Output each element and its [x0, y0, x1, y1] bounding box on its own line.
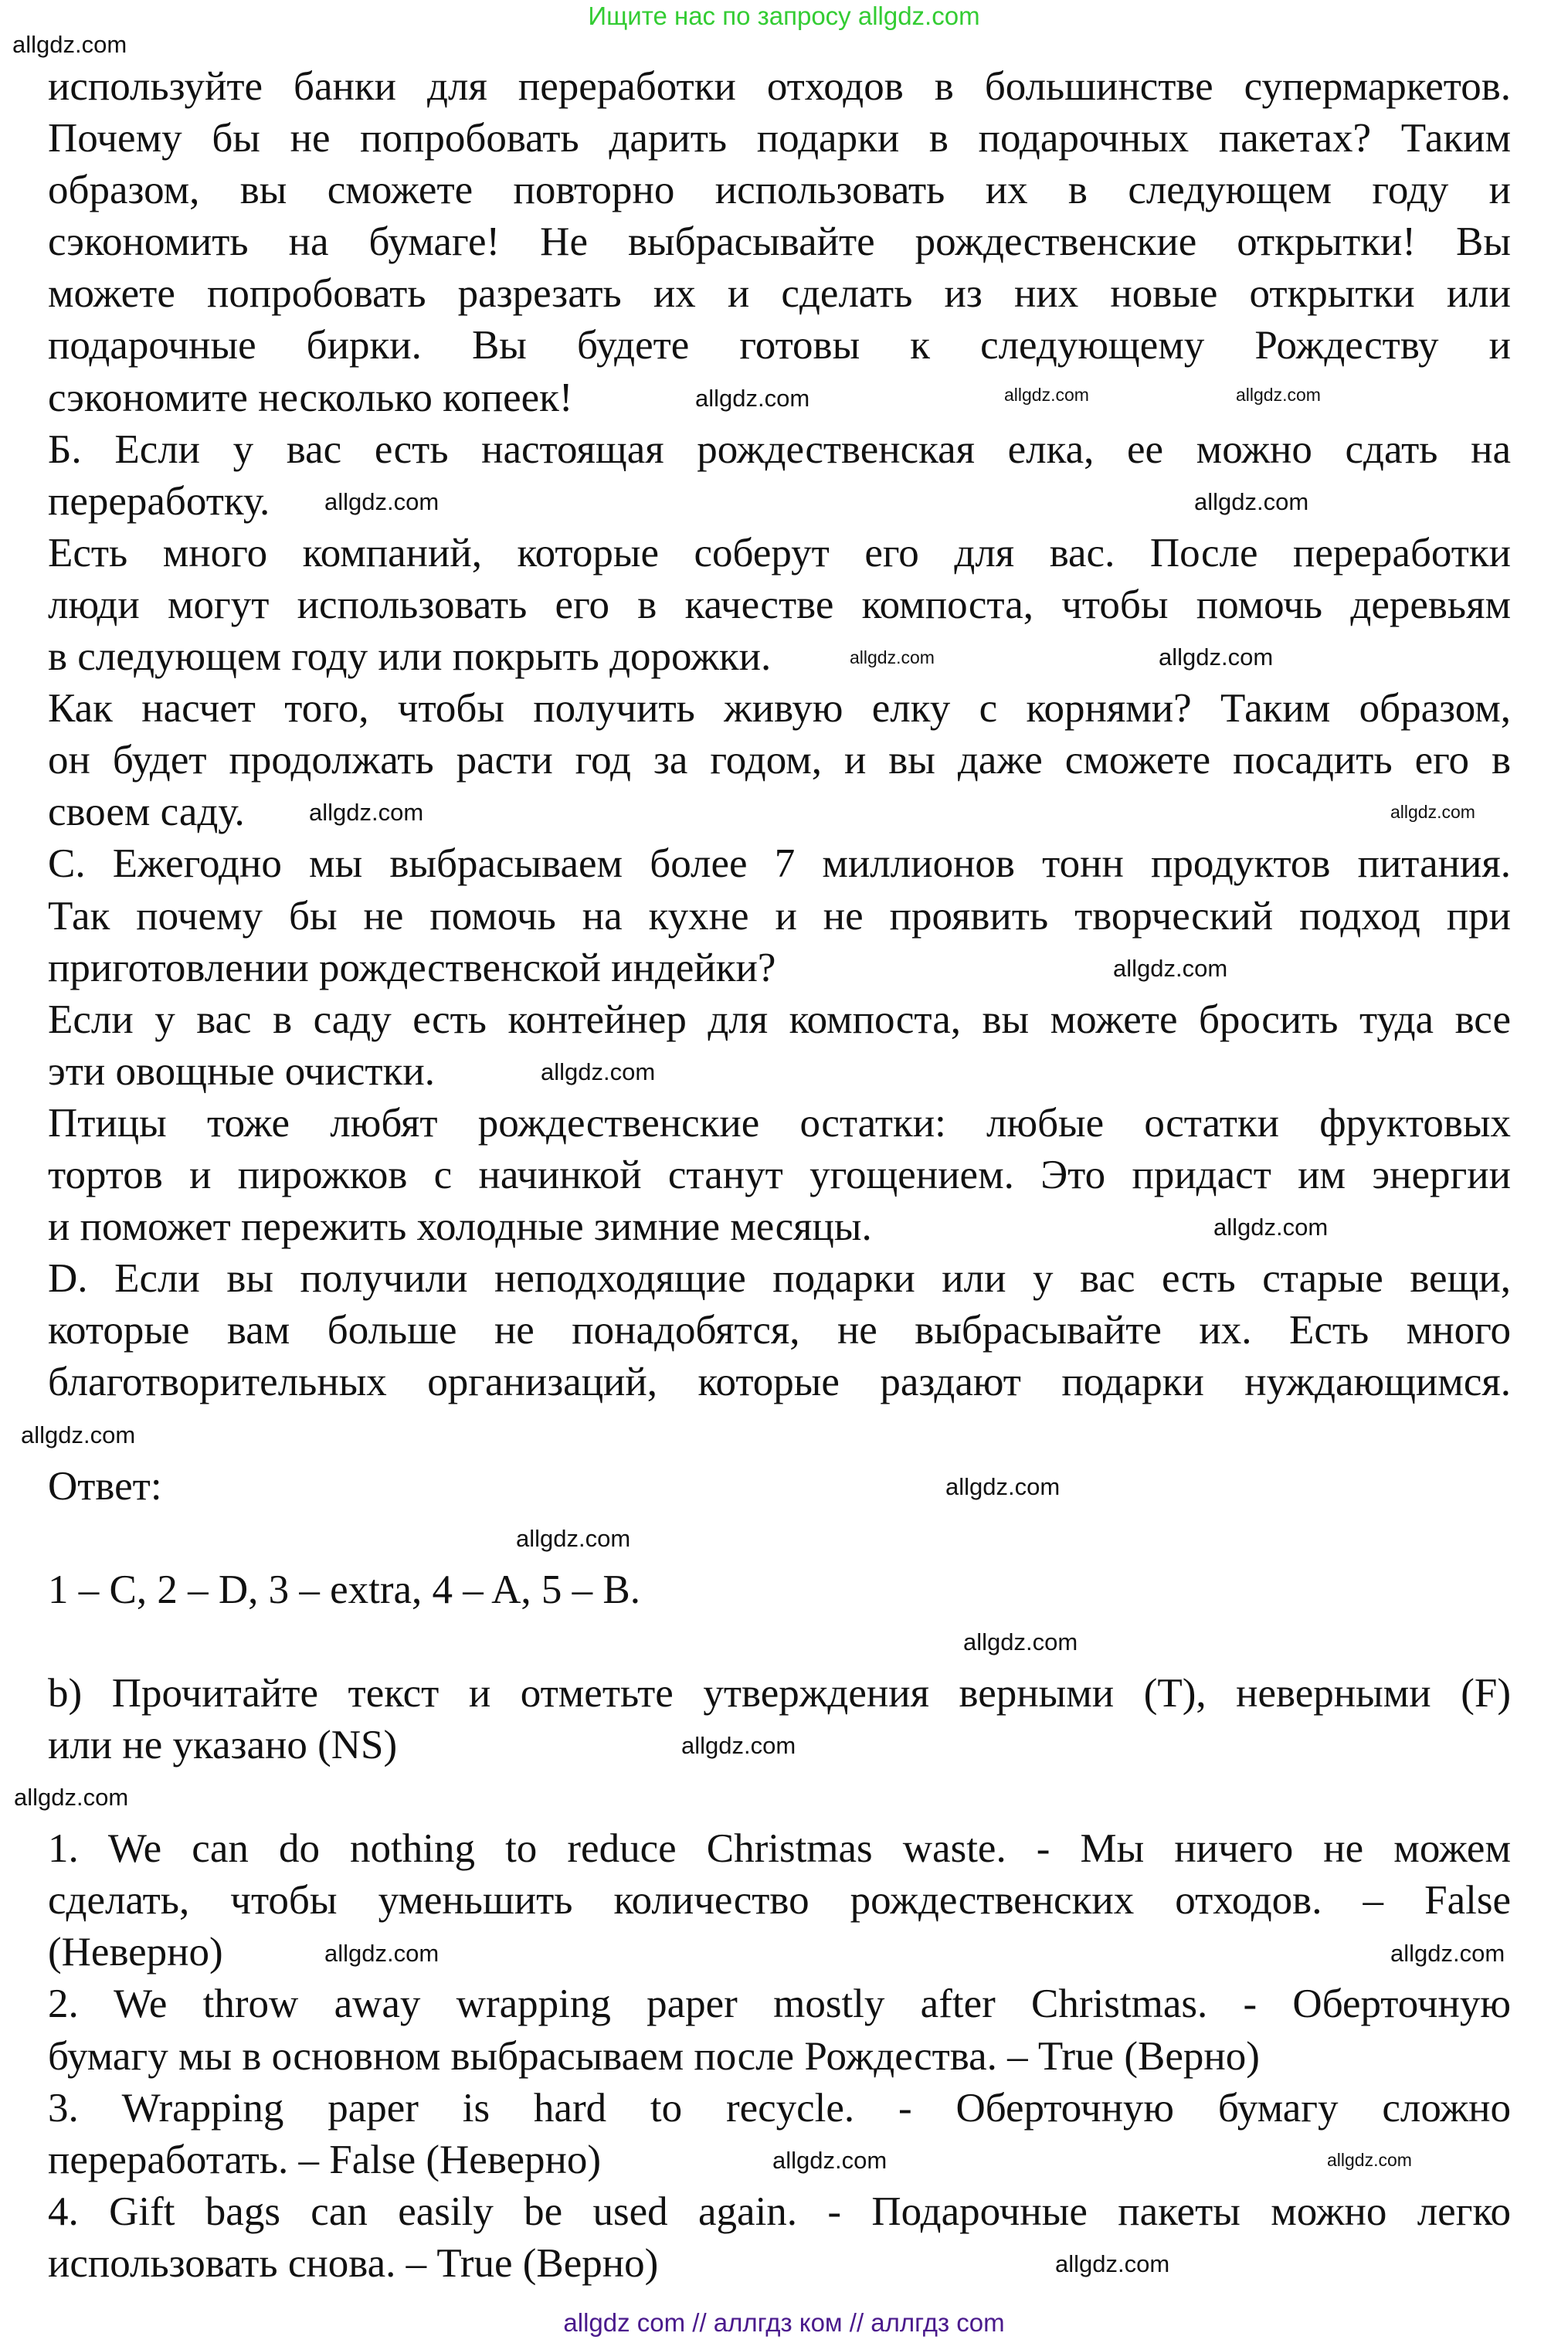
- watermark: allgdz.com: [516, 1525, 631, 1552]
- text-line: Так почему бы не помочь на кухне и не проявить творческий подход при: [48, 893, 1511, 939]
- watermark: allgdz.com: [1236, 385, 1321, 405]
- watermark: allgdz.com: [1159, 643, 1274, 671]
- text-line: использовать снова. – True (Верно): [48, 2240, 659, 2286]
- text-line: сэкономить на бумаге! Не выбрасывайте рождественские открытки! Вы: [48, 219, 1511, 265]
- text-line: сделать, чтобы уменьшить количество рождественских отходов. – False: [48, 1878, 1511, 1924]
- watermark: allgdz.com: [1113, 955, 1228, 982]
- text-line: и поможет пережить холодные зимние месяцы.: [48, 1204, 872, 1250]
- watermark: allgdz.com: [681, 1732, 796, 1759]
- text-line: или не указано (NS): [48, 1723, 398, 1767]
- text-line: 1. We can do nothing to reduce Christmas waste. - Мы ничего не можем: [48, 1826, 1511, 1872]
- text-line: эти овощные очистки.: [48, 1048, 435, 1094]
- watermark: allgdz.com: [772, 2147, 888, 2174]
- watermark: allgdz.com: [21, 1421, 136, 1448]
- text-line: C. Ежегодно мы выбрасываем более 7 миллионов тонн продуктов питания.: [48, 841, 1511, 887]
- text-line: образом, вы сможете повторно использовать их в следующем году и: [48, 168, 1511, 213]
- text-line: бумагу мы в основном выбрасываем после Рождества. – True (Верно): [48, 2033, 1260, 2079]
- text-line: своем саду.: [48, 789, 245, 835]
- watermark: allgdz.com: [1004, 385, 1089, 405]
- watermark: allgdz.com: [14, 1784, 129, 1811]
- watermark: allgdz.com: [850, 647, 935, 667]
- watermark: allgdz.com: [963, 1628, 1078, 1655]
- text-line: 1 – C, 2 – D, 3 – extra, 4 – A, 5 – B.: [48, 1567, 640, 1612]
- text-line: Если у вас в саду есть контейнер для компоста, вы можете бросить туда все: [48, 997, 1511, 1042]
- text-line: приготовлении рождественской индейки?: [48, 945, 776, 990]
- text-line: можете попробовать разрезать их и сделать из них новые открытки или: [48, 271, 1511, 317]
- watermark: allgdz.com: [945, 1473, 1061, 1500]
- watermark: allgdz.com: [1327, 2150, 1412, 2170]
- text-line: Как насчет того, чтобы получить живую елку с корнями? Таким образом,: [48, 686, 1511, 732]
- text-line: Б. Если у вас есть настоящая рождественская елка, ее можно сдать на: [48, 426, 1511, 472]
- watermark: allgdz.com: [1390, 802, 1475, 822]
- text-line: он будет продолжать расти год за годом, и вы даже сможете посадить его в: [48, 738, 1511, 783]
- watermark: allgdz.com: [1390, 1940, 1505, 1967]
- text-line: используйте банки для переработки отходов в большинстве супермаркетов.: [48, 64, 1511, 109]
- text-line: Есть много компаний, которые соберут его для вас. После переработки: [48, 530, 1511, 576]
- text-line: тортов и пирожков с начинкой станут угощением. Это придаст им энергии: [48, 1152, 1511, 1197]
- text-line: (Неверно): [48, 1930, 223, 1975]
- search-banner: Ищите нас по запросу allgdz.com: [588, 2, 980, 30]
- watermark: allgdz.com: [1213, 1214, 1329, 1241]
- text-line: благотворительных организаций, которые раздают подарки нуждающимся.: [48, 1360, 1511, 1405]
- text-line: подарочные бирки. Вы будете готовы к следующему Рождеству и: [48, 323, 1511, 368]
- watermark: allgdz.com: [695, 385, 810, 412]
- text-line: которые вам больше не понадобятся, не выбрасывайте их. Есть много: [48, 1308, 1511, 1353]
- text-line: люди могут использовать его в качестве компоста, чтобы помочь деревьям: [48, 582, 1511, 627]
- text-line: b) Прочитайте текст и отметьте утверждения верными (T), неверными (F): [48, 1670, 1511, 1716]
- watermark: allgdz.com: [1194, 488, 1309, 515]
- text-line: Почему бы не попробовать дарить подарки в подарочных пакетах? Таким: [48, 116, 1511, 161]
- watermark: allgdz.com: [309, 799, 424, 826]
- footer-banner: allgdz com // аллгдз ком // аллгдз com: [563, 2308, 1005, 2337]
- text-line: D. Если вы получили неподходящие подарки или у вас есть старые вещи,: [48, 1256, 1511, 1302]
- text-line: 2. We throw away wrapping paper mostly after Christmas. - Оберточную: [48, 1981, 1511, 2027]
- watermark: allgdz.com: [324, 1940, 440, 1967]
- text-line: переработку.: [48, 478, 270, 524]
- text-line: 4. Gift bags can easily be used again. - Подарочные пакеты можно легко: [48, 2188, 1511, 2234]
- text-line: сэкономите несколько копеек!: [48, 375, 573, 420]
- watermark: allgdz.com: [12, 31, 127, 58]
- text-line: переработать. – False (Неверно): [48, 2137, 602, 2182]
- text-line: 3. Wrapping paper is hard to recycle. - Оберточную бумагу сложно: [48, 2085, 1511, 2131]
- text-line: в следующем году или покрыть дорожки.: [48, 634, 772, 680]
- watermark: allgdz.com: [541, 1058, 656, 1085]
- watermark: allgdz.com: [324, 488, 440, 515]
- text-line: Ответ:: [48, 1463, 162, 1509]
- watermark: allgdz.com: [1055, 2250, 1170, 2277]
- text-line: Птицы тоже любят рождественские остатки: любые остатки фруктовых: [48, 1100, 1511, 1146]
